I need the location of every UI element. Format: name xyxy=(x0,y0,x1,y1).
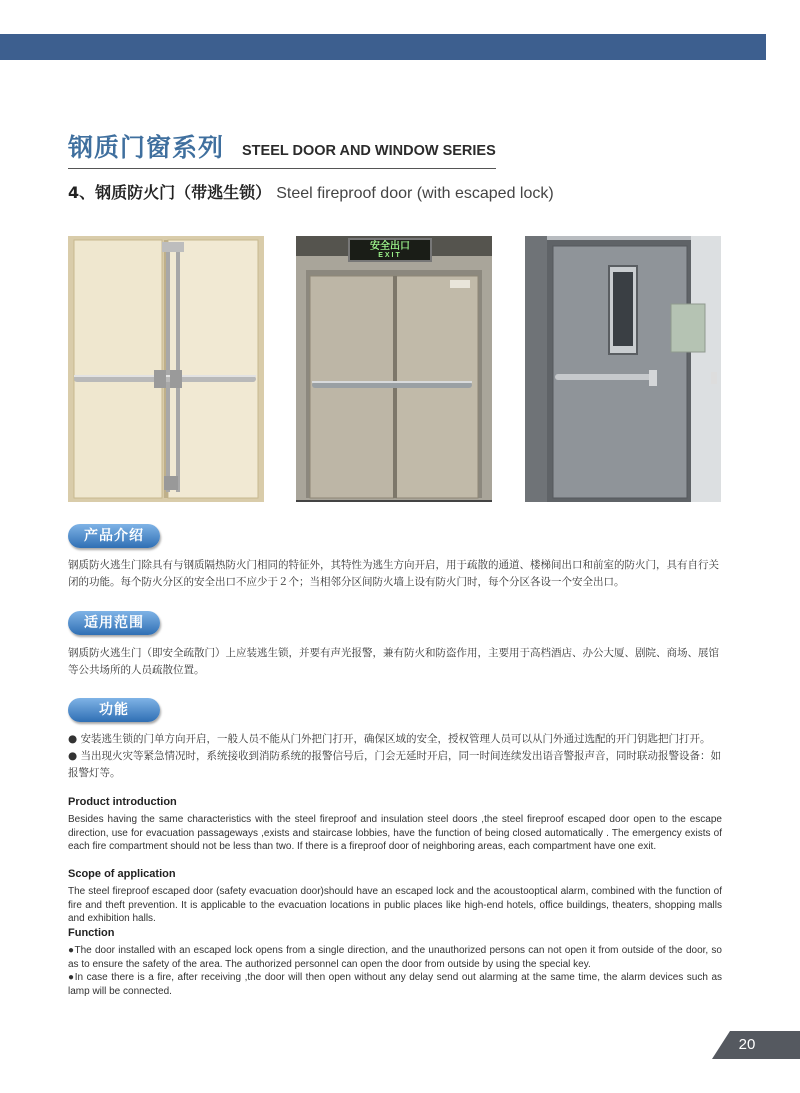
intro-text-cn xyxy=(68,557,722,591)
title-divider xyxy=(68,168,496,169)
function-item-en-1: ●The door installed with an escaped lock opens from a single direction, and the unauthorized persons can not open it from outside of the door, so as to ensure the safety of the area. The authorized personnel can open the door from outside by using the special key. xyxy=(68,945,722,970)
scope-paragraph-en: The steel fireproof escaped door (safety evacuation door)should have an escaped lock and the acoustooptical alarm, combined with the function of fire and theft prevention. It is applicable to the evacuation locations in public places like high-end hotels, office buildings, theaters, shopping malls and exhibition halls. xyxy=(68,886,722,924)
door-photo-2 xyxy=(296,236,492,502)
subtitle-en: Steel fireproof door (with escaped lock) xyxy=(276,185,554,202)
function-list-cn xyxy=(68,731,722,782)
header-bar xyxy=(0,34,766,60)
intro-paragraph-cn: 钢质防火逃生门除具有与钢质隔热防火门相同的特征外，其特性为逃生方向开启，用于疏散的通道、楼梯间出口和前室的防火门，具有自行关闭的功能。每个防火分区的安全出口不应少于２个；当相邻分区间防火墙上设有防火门时，每个分区各设一个安全出口。 xyxy=(68,559,719,588)
section-function-label: 功能 xyxy=(68,698,160,722)
subtitle-cn: 4、钢质防火门（带逃生锁） xyxy=(68,183,272,202)
function-heading-en: Function xyxy=(68,927,115,939)
door-photo-3-image xyxy=(525,236,721,502)
scope-paragraph-cn: 钢质防火逃生门（即安全疏散门）上应装逃生锁，并要有声光报警，兼有防火和防盗作用，主要用于高档酒店、办公大厦、剧院、商场、展馆等公共场所的人员疏散位置。 xyxy=(68,647,719,676)
door-photo-2-image xyxy=(296,236,492,502)
function-item-en-2: ●In case there is a fire, after receiving ,the door will then open without any delay send out alarming at the same time, the alarm devices such as lamp will be connected. xyxy=(68,972,722,997)
scope-text-cn xyxy=(68,645,722,679)
scope-heading-en: Scope of application xyxy=(68,868,176,880)
intro-text-en xyxy=(68,813,722,854)
exit-sign-cn: 安全出口 xyxy=(370,241,410,252)
door-photo-1 xyxy=(68,236,264,502)
function-list-en xyxy=(68,944,722,998)
scope-text-en xyxy=(68,885,722,926)
product-subtitle xyxy=(68,180,554,203)
exit-sign-en: EXIT xyxy=(378,252,402,259)
exit-sign xyxy=(348,238,432,262)
door-photo-3 xyxy=(525,236,721,502)
page-title-en: STEEL DOOR AND WINDOW SERIES xyxy=(242,143,496,159)
door-photo-1-image xyxy=(68,236,264,502)
function-item-cn-1: ● 安装逃生锁的门单方向开启，一般人员不能从门外把门打开，确保区域的安全，授权管理人员可以从门外通过选配的开门钥匙把门打开。 xyxy=(68,733,711,745)
section-intro-label: 产品介绍 xyxy=(68,524,160,548)
intro-paragraph-en: Besides having the same characteristics with the steel fireproof and insulation steel doors ,the steel fireproof escaped door open to the escape direction, use for evacuation passageways ,exists and staircase lobbies, have the function of being closed automatically . The emergency exists of each fire compartment should not be less than two. If there is a fireproof door of neighboring areas, each compartment have one exit. xyxy=(68,814,722,852)
section-scope-label: 适用范围 xyxy=(68,611,160,635)
intro-heading-en: Product introduction xyxy=(68,796,177,808)
function-item-cn-2: ● 当出现火灾等紧急情况时，系统接收到消防系统的报警信号后，门会无延时开启，同一时间连续发出语音警报声音，同时联动报警设备：如报警灯等。 xyxy=(68,750,721,779)
page-title-cn: 钢质门窗系列 xyxy=(68,133,225,162)
page-number: 20 xyxy=(738,1036,756,1053)
